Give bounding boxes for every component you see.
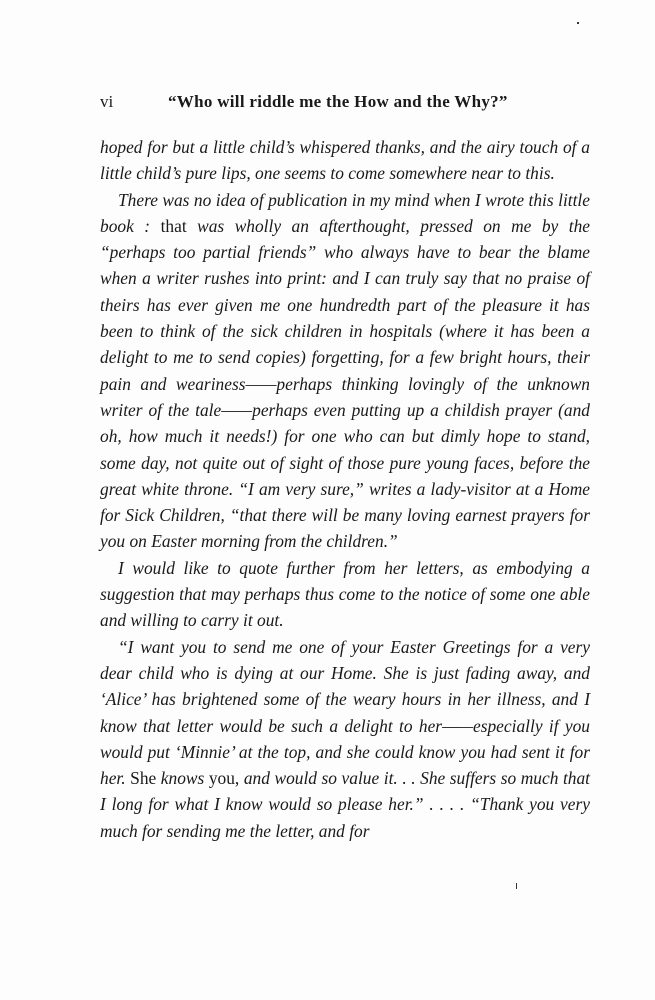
ink-speck — [577, 22, 579, 24]
text-run: hoped for but a little child’s whispered thanks, and the airy touch of a little child’s pure lips, one seems to come somewhere near to this. — [100, 137, 590, 184]
paragraph — [100, 134, 590, 187]
text-run: knows — [156, 768, 209, 789]
text-run: was wholly an afterthought, pressed on me by the “perhaps too partial friends” who always have to bear the blame when a writer rushes into print: and I can truly say that no praise of theirs has ever given me one hundredth part of the pleasure it has been to think of the sick children in hospitals (where it has been a delight to me to send copies) forgetting, for a few bright hours, their pain and weariness——perhaps thinking lovingly of the unknown writer of the tale——perhaps even putting up a childish prayer (and oh, how much it needs!) for one who can but dimly hope to stand, some day, not quite out of sight of those pure young faces, before the great white throne. “I am very sure,” writes a lady-visitor at a Home for Sick Children, “that there will be many loving earnest prayers for you on Easter morning from the children.” — [100, 215, 590, 552]
text-run: I would like to quote further from her letters, as embodying a suggestion that may perhaps thus come to the notice of some one able and willing to carry it out. — [100, 557, 590, 631]
ink-speck — [516, 883, 517, 889]
text-run: that — [160, 215, 187, 236]
page-header — [100, 92, 590, 118]
text-run: and would so value it. . . She suffers so much that I long for what I know would so please her.” . . . . “Thank you very much for sending me the letter, and for — [100, 768, 590, 841]
text-run: She — [130, 768, 157, 789]
paragraph — [100, 187, 590, 555]
running-title: “Who will riddle me the How and the Why?” — [168, 92, 508, 111]
text-run: you, — [208, 768, 240, 789]
text-run: “I want you to send me one of your Easter Greetings for a very dear child who is dying at our Home. She is just fading away, and ‘Alice’ has brightened some of the weary hours in her illness, and I know that letter would be such a delight to her——especially if you would put ‘Minnie’ at the top, and she could know you had sent it for her. — [100, 636, 590, 789]
paragraph — [100, 555, 590, 634]
body-text — [100, 134, 590, 844]
text-run: There was no idea of publication in my mind when I wrote this little book : — [100, 189, 590, 236]
page-number: vi — [100, 92, 114, 111]
paragraph — [100, 634, 590, 844]
